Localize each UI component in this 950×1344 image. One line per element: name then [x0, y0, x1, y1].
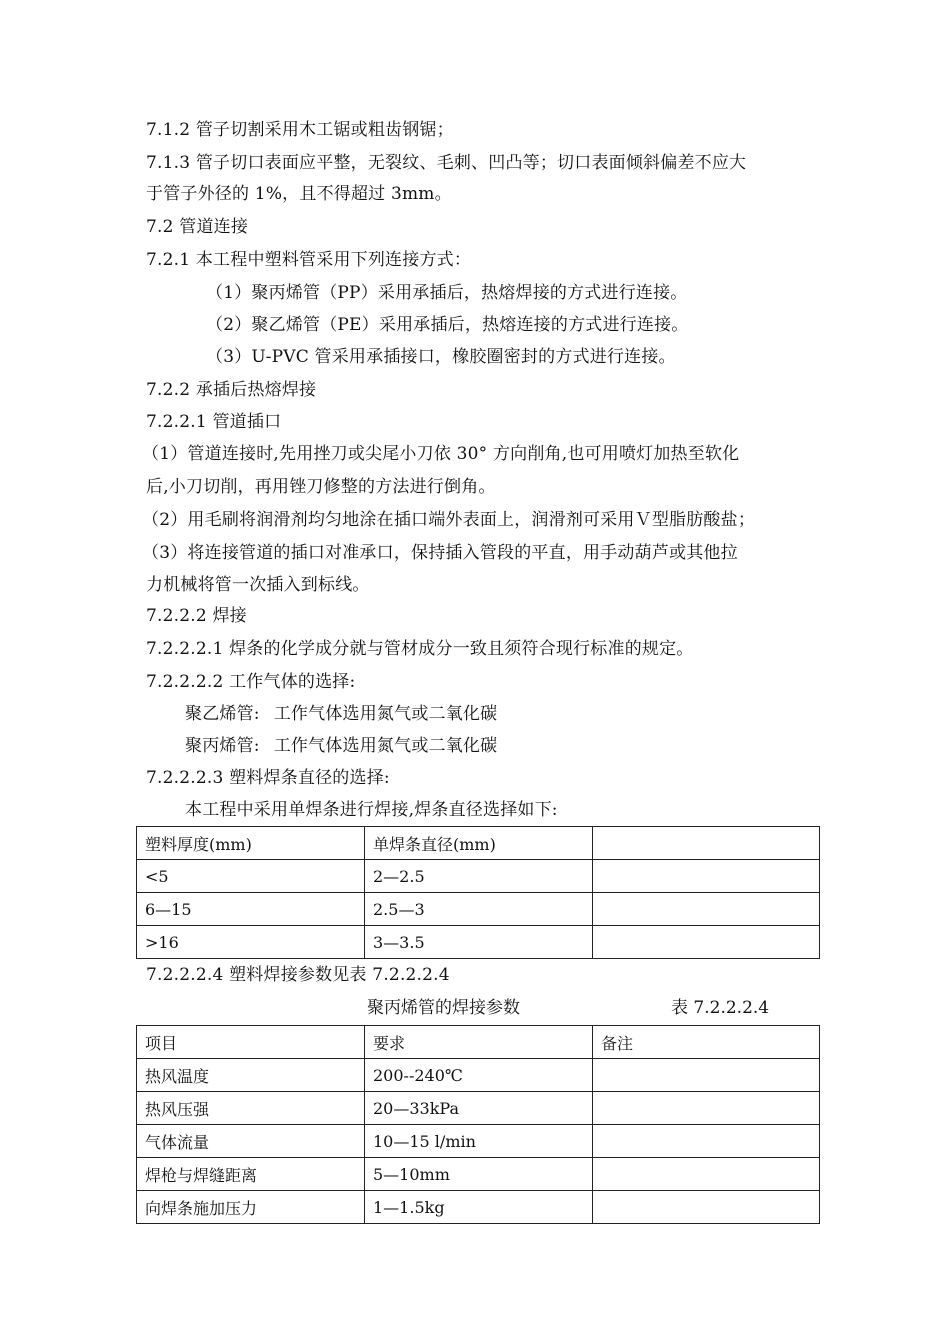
- table-cell: 热风压强: [137, 1092, 365, 1125]
- gas-value: 工作气体选用氮气或二氧化碳: [273, 736, 498, 756]
- gas-item: [185, 736, 497, 756]
- paragraph: 本工程中采用单焊条进行焊接,焊条直径选择如下:: [185, 800, 558, 820]
- table-cell: [593, 893, 820, 926]
- table-cell: 备注: [593, 1026, 820, 1059]
- table-cell: 项目: [137, 1026, 365, 1059]
- table-header-row: [137, 1026, 820, 1059]
- table-cell: [593, 860, 820, 893]
- section-heading: 7.2.2.1 管道插口: [146, 412, 282, 432]
- paragraph: 7.1.2 管子切割采用木工锯或粗齿钢锯；: [146, 120, 454, 140]
- paragraph: （2）用毛刷将润滑剂均匀地涂在插口端外表面上，润滑剂可采用Ｖ型脂肪酸盐；: [142, 510, 756, 530]
- table-row: [137, 1158, 820, 1191]
- paragraph: 7.2.1 本工程中塑料管采用下列连接方式：: [146, 250, 472, 270]
- table-cell: 2—2.5: [365, 860, 593, 893]
- table-cell: 10—15 l/min: [365, 1125, 593, 1158]
- paragraph: 7.1.3 管子切口表面应平整，无裂纹、毛刺、凹凸等；切口表面倾斜偏差不应大: [146, 153, 747, 173]
- list-item: （1）聚丙烯管（PP）采用承插后，热熔焊接的方式进行连接。: [206, 283, 688, 303]
- table-cell: [593, 1125, 820, 1158]
- table-cell: [593, 1191, 820, 1224]
- table-row: [137, 1125, 820, 1158]
- table-cell: >16: [137, 926, 365, 959]
- table-cell: 要求: [365, 1026, 593, 1059]
- table-cell: 焊枪与焊缝距离: [137, 1158, 365, 1191]
- gas-value: 工作气体选用氮气或二氧化碳: [273, 704, 498, 724]
- table-cell: 6—15: [137, 893, 365, 926]
- table-cell: [593, 1059, 820, 1092]
- welding-parameters-table: [136, 1025, 820, 1224]
- gas-item: [185, 704, 497, 724]
- section-heading: 7.2 管道连接: [146, 217, 249, 237]
- table-cell: 5—10mm: [365, 1158, 593, 1191]
- table-cell: 20—33kPa: [365, 1092, 593, 1125]
- section-heading: 7.2.2.2 焊接: [146, 606, 247, 626]
- paragraph: 7.2.2.2.2 工作气体的选择:: [146, 672, 356, 692]
- table-cell: <5: [137, 860, 365, 893]
- table-cell: [593, 1092, 820, 1125]
- table-row: [137, 1059, 820, 1092]
- table-cell: [593, 1158, 820, 1191]
- list-item: （2）聚乙烯管（PE）采用承插后，热熔连接的方式进行连接。: [206, 315, 689, 335]
- table-caption: 聚丙烯管的焊接参数: [367, 998, 520, 1018]
- paragraph: （1）管道连接时,先用挫刀或尖尾小刀依 30° 方向削角,也可用喷灯加热至软化: [142, 444, 740, 464]
- table-cell: [593, 827, 820, 860]
- paragraph: 于管子外径的 1%，且不得超过 3mm。: [146, 184, 452, 204]
- table-cell: [593, 926, 820, 959]
- table-cell: 塑料厚度(mm): [137, 827, 365, 860]
- table-number: 表 7.2.2.2.4: [671, 998, 770, 1018]
- paragraph: 7.2.2.2.3 塑料焊条直径的选择:: [146, 768, 390, 788]
- table-cell: 单焊条直径(mm): [365, 827, 593, 860]
- table-cell: 3—3.5: [365, 926, 593, 959]
- table-cell: 向焊条施加压力: [137, 1191, 365, 1224]
- table-cell: 气体流量: [137, 1125, 365, 1158]
- section-heading: 7.2.2 承插后热熔焊接: [146, 380, 317, 400]
- paragraph: 7.2.2.2.1 焊条的化学成分就与管材成分一致且须符合现行标准的规定。: [146, 639, 694, 659]
- table-cell: 200--240℃: [365, 1059, 593, 1092]
- paragraph: 力机械将管一次插入到标线。: [146, 575, 370, 595]
- table-row: [137, 1092, 820, 1125]
- gas-label: 聚丙烯管:: [185, 736, 260, 756]
- paragraph: 后,小刀切削，再用锉刀修整的方法进行倒角。: [146, 477, 496, 497]
- table-row: [137, 926, 820, 959]
- paragraph: 7.2.2.2.4 塑料焊接参数见表 7.2.2.2.4: [146, 965, 450, 985]
- table-row: [137, 1191, 820, 1224]
- table-header-row: [137, 827, 820, 860]
- list-item: （3）U-PVC 管采用承插接口，橡胶圈密封的方式进行连接。: [206, 347, 676, 367]
- table-row: [137, 893, 820, 926]
- electrode-diameter-table: [136, 826, 820, 959]
- paragraph: （3）将连接管道的插口对准承口，保持插入管段的平直，用手动葫芦或其他拉: [142, 543, 738, 563]
- table-cell: 热风温度: [137, 1059, 365, 1092]
- table-row: [137, 860, 820, 893]
- table-cell: 2.5—3: [365, 893, 593, 926]
- gas-label: 聚乙烯管:: [185, 704, 260, 724]
- table-cell: 1—1.5kg: [365, 1191, 593, 1224]
